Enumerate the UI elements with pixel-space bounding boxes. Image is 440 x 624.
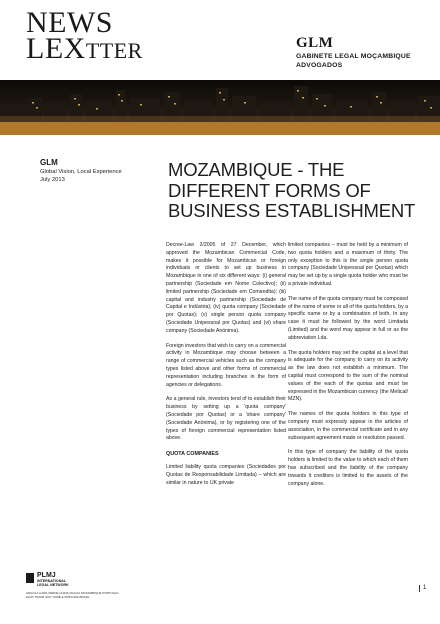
page-number: 1 [419, 585, 426, 592]
article-headline [168, 160, 418, 222]
body-paragraph-8: The names of the quota holders in this type of company must expressly appear in the articles of association, in the commercial certificate and in any subsequent agreement made or resolution passed. [288, 411, 408, 441]
gold-divider-bar [0, 122, 440, 135]
body-paragraph-3: As a general rule, investors tend of to establish their business by setting up a 'quota company' (Sociedade por Quotas) or a 'share company' (Sociedade Anónima), or by registering one of the types of foreign commercial representation listed above. [166, 396, 286, 442]
headline-line2: DIFFERENT FORMS OF [168, 179, 371, 201]
body-paragraph-4: Limited liability quota companies (Sociedades por Quotas de Responsabilidade Limitada) – which are similar in nature to UK private [166, 464, 286, 486]
brand-lex: LEX [26, 32, 86, 66]
body-paragraph-2: Foreign investors that wish to carry on a commercial activity in Mozambique may choose between a range of commercial vehicles such as the company types listed above and other forms of commercial representation including branches in the form of agencies or delegations. [166, 342, 286, 388]
masthead-header [0, 0, 440, 80]
firm-name-line1: GABINETE LEGAL MOÇAMBIQUE [296, 53, 411, 60]
skyline-image [0, 80, 440, 122]
firm-logo: GLM [296, 35, 334, 51]
headline-line1: MOZAMBIQUE - THE [168, 159, 345, 180]
plmj-logo-row [26, 572, 154, 588]
city-skyline-banner [0, 80, 440, 122]
plmj-wordmark [37, 572, 69, 588]
headline-line3: BUSINESS ESTABLISHMENT [168, 200, 416, 222]
plmj-countries-line1: ANGOLA CAPE VERDE CHINA MACAU MOZAMBIQUE PORTUGAL [26, 590, 119, 595]
section-heading: QUOTA COMPANIES [166, 451, 219, 458]
plmj-countries-line2: EAST TIMOR SÃO TOMÉ E PRÍNCIPE BRAZIL [26, 594, 90, 599]
body-paragraph-1: Decree-Law 2/2005 of 27 December, which approved the Mozambican Commercial Code, makes it possible for Mozambican or foreign individuals or clients to set up business in Mozambique in one of six different ways: (i) general partnership (Sociedade em Nome Colectivo); (ii) limited partnership (Sociedade em Comandita); (iii) capital and industry partnership (Sociedade de Capital e Indústria); (iv) quota company (Sociedade por Quotas); (v) single person quota company (Sociedade Unipessoal por Quotas) and (vi) share company (Sociedade Anónima). [166, 242, 286, 334]
sidebar-date: July 2013 [40, 177, 65, 183]
plmj-square-icon [26, 573, 34, 583]
newsletter-brand [26, 6, 143, 66]
body-paragraph-9: In this type of company the liability of the quota holders is limited to the value to which each of them has subscribed and the liability of the company towards it creditors is limited to the assets of the company alone. [288, 449, 408, 487]
firm-name-line2: ADVOGADOS [296, 62, 343, 70]
plmj-network-line2: LEGAL NETWORK [37, 583, 69, 588]
article-column-2 [288, 242, 408, 495]
body-paragraph-5: limited companies – must be held by a minimum of two quota holders and a maximum of thirty. The only exception to this is the single person quota company (Sociedade Unipessoal por Quotas) which may be set up by a single quota holder who must be a private individual. [288, 242, 408, 287]
body-paragraph-7: The quota holders may set the capital at a level that is adequate for the company to carry on its activity as the law does not establish a minimum. The capital must correspond to the sum of the nominal values of the each of the quotas and must be expressed in the Mozambican currency (the Metical/ MZN). [288, 349, 408, 403]
plmj-name: PLMJ [37, 572, 56, 579]
sidebar-title: GLM [40, 158, 58, 167]
brand-news: NEWS [26, 6, 113, 39]
plmj-network-line1: INTERNATIONAL [37, 579, 67, 583]
article-column-1 [166, 242, 286, 495]
sidebar-tagline: Global Vision, Local Experience [40, 169, 122, 175]
plmj-countries [26, 591, 154, 599]
brand-tter: TTER [85, 38, 143, 64]
sidebar [40, 158, 150, 183]
firm-logo-block [296, 35, 411, 71]
brand-lexter [26, 32, 143, 66]
body-paragraph-6: The name of the quota company must be composed of the name of some or all of the quota holders, by a specific name or by a combination of both. In any case it must be followed by the word Limitada (Limited) and the word may appear in full or as the abbreviation Lda. [288, 295, 408, 341]
plmj-network-logo [26, 572, 154, 599]
